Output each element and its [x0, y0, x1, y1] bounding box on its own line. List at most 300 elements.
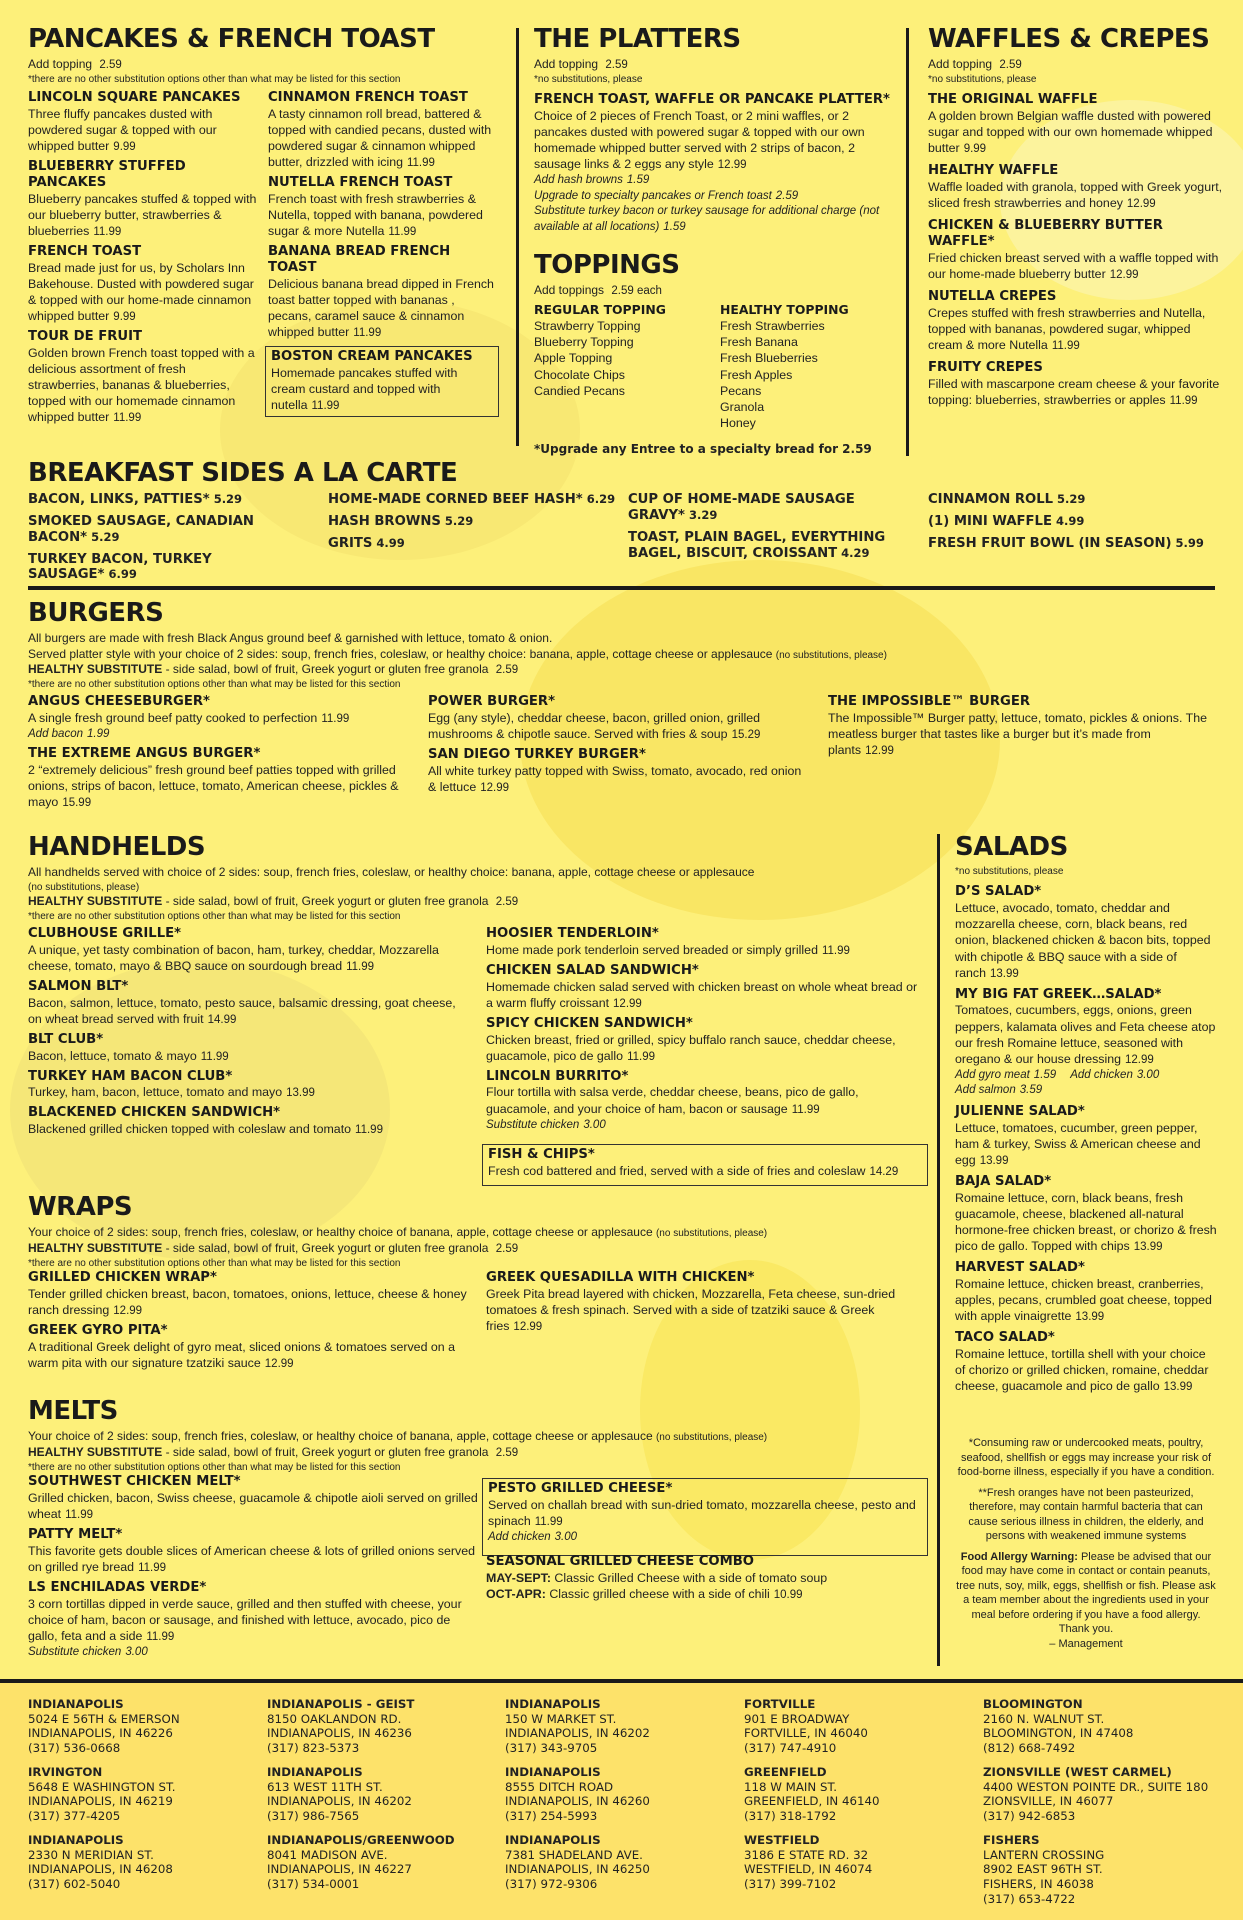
- handhelds-column: [486, 926, 926, 1133]
- menu-item: [955, 1330, 1217, 1395]
- intro-text: All burgers are made with fresh Black Angus ground beef & garnished with lettuce, tomato & onion.: [28, 631, 553, 646]
- price: 1.59: [626, 174, 650, 187]
- item-desc: Crepes stuffed with fresh strawberries and Nutella, topped with bananas, powdered sugar, whipped cream & more Nutella: [928, 305, 1206, 353]
- menu-item: [28, 926, 468, 975]
- price: 5.29: [91, 529, 120, 544]
- side-name: FRESH FRUIT BOWL (IN SEASON): [928, 535, 1172, 551]
- upgrade-text: *Upgrade any Entree to a specialty bread for 2.59: [534, 442, 872, 456]
- menu-item: [28, 1105, 468, 1138]
- price: 11.99: [821, 944, 850, 957]
- item-description: [268, 106, 500, 171]
- price: 1.99: [87, 727, 110, 740]
- section-note: *there are no other substitution options other than what may be listed for this section: [28, 679, 401, 691]
- regular-topping-title: REGULAR TOPPING: [534, 302, 666, 317]
- menu-item: [486, 1270, 906, 1335]
- side-name: TURKEY BACON, TURKEY SAUSAGE*: [28, 551, 212, 583]
- item-name: GREEK QUESADILLA WITH CHICKEN*: [486, 1270, 755, 1285]
- boston-cream-box: [265, 346, 499, 417]
- item-desc: Greek Pita bread layered with chicken, Mozzarella, Feta cheese, sun-dried tomatoes & fresh spinach. Served with a side of tzatziki sauce & Greek fries: [486, 1286, 896, 1334]
- item-desc: Blackened grilled chicken topped with coleslaw and tomato: [28, 1122, 352, 1137]
- menu-item: [28, 1474, 478, 1523]
- item-desc: This favorite gets double slices of American cheese & lots of grilled onions served on grilled rye bread: [28, 1543, 475, 1574]
- location-citystate: WESTFIELD, IN 46074: [744, 1862, 873, 1877]
- section-wraps: [28, 1194, 928, 1270]
- menu-item: [928, 360, 1228, 409]
- item-desc: Three fluffy pancakes dusted with powdered sugar & topped with our whipped butter: [28, 106, 217, 154]
- price: 12.99: [513, 1321, 543, 1334]
- section-title: BURGERS: [28, 598, 164, 628]
- item-name: SAN DIEGO TURKEY BURGER*: [428, 746, 646, 762]
- price: 2.59: [99, 59, 122, 72]
- item-name: THE EXTREME ANGUS BURGER*: [28, 746, 261, 762]
- location-street: 150 W MARKET ST.: [505, 1711, 617, 1726]
- side-item: [928, 536, 1228, 552]
- menu-item: [955, 1260, 1217, 1325]
- location-city: GREENFIELD: [744, 1764, 827, 1779]
- item-name: HARVEST SALAD*: [955, 1259, 1085, 1275]
- side-name: TOAST, PLAIN BAGEL, EVERYTHING BAGEL, BISCUIT, CROISSANT: [628, 529, 886, 561]
- location: [744, 1833, 964, 1892]
- item-name: LINCOLN SQUARE PANCAKES: [28, 90, 241, 105]
- location-citystate: INDIANAPOLIS, IN 46236: [267, 1726, 412, 1741]
- price: 11.99: [146, 1630, 175, 1643]
- item-desc: A traditional Greek delight of gyro meat, sliced onions & tomatoes served on a warm pita with our signature tzatziki sauce: [28, 1339, 456, 1370]
- location-citystate: INDIANAPOLIS, IN 46260: [505, 1794, 650, 1809]
- price: 9.99: [113, 141, 136, 154]
- healthy-text: - side salad, bowl of fruit, Greek yogurt or gluten free granola: [165, 662, 489, 677]
- item-description: [428, 763, 808, 796]
- price: 12.99: [717, 159, 747, 172]
- location: [983, 1833, 1233, 1907]
- pancakes-column-right: [268, 90, 500, 341]
- item-desc: Tomatoes, cucumbers, eggs, onions, green peppers, kalamata olives and Feta cheese atop our fresh Romaine lettuce, seasoned with oregano & our house dressing: [955, 1003, 1216, 1066]
- location-city: WESTFIELD: [744, 1832, 820, 1847]
- item-desc: A golden brown Belgian waffle dusted with powered sugar and topped with our own homemade whipped butter: [928, 109, 1213, 156]
- price: 3.29: [688, 507, 718, 522]
- item-name: SALMON BLT*: [28, 978, 129, 994]
- price: 13.99: [990, 967, 1019, 980]
- menu-item: [268, 90, 500, 171]
- item-desc: Tender grilled chicken breast, bacon, tomatoes, onions, lettuce, cheese & honey ranch dressing: [28, 1286, 467, 1317]
- item-name: THE ORIGINAL WAFFLE: [928, 92, 1098, 108]
- price: 11.99: [1169, 394, 1198, 407]
- price: 12.99: [613, 997, 642, 1010]
- healthy-topping-title: HEALTHY TOPPING: [720, 302, 849, 317]
- location-street: 8041 MADISON AVE.: [267, 1847, 388, 1862]
- section-title: MELTS: [28, 1396, 118, 1426]
- location-city: INDIANAPOLIS: [28, 1832, 124, 1847]
- add-toppings-label: Add toppings: [534, 283, 605, 298]
- item-desc: Homemade chicken salad served with chicken breast on whole wheat bread or a warm fluffy croissant: [486, 979, 918, 1010]
- side-item: [328, 536, 618, 552]
- item-desc: Flour tortilla with salsa verde, cheddar cheese, beans, pico de gallo, guacamole, and your choice of ham, bacon or sausage: [486, 1085, 859, 1116]
- item-name: FRUITY CREPES: [928, 359, 1043, 375]
- location-street: 901 E BROADWAY: [744, 1711, 850, 1726]
- combo-text: Classic grilled cheese with a side of chili: [549, 1586, 770, 1601]
- platter-extra: [534, 173, 904, 189]
- item-description: [268, 276, 500, 341]
- item-description: [28, 710, 408, 727]
- item-description: [955, 1346, 1217, 1395]
- location-phone: (317) 986-7565: [267, 1809, 360, 1824]
- menu-item: [928, 289, 1228, 354]
- item-name: CHICKEN & BLUEBERRY BUTTER WAFFLE*: [928, 218, 1163, 250]
- platter-extras: [534, 173, 904, 235]
- price: 5.29: [1057, 492, 1086, 506]
- healthy-text: - side salad, bowl of fruit, Greek yogurt or gluten free granola: [165, 1240, 489, 1255]
- price: 10.99: [773, 1588, 803, 1601]
- topping-item: Granola: [720, 399, 765, 414]
- location-street: 4400 WESTON POINTE DR., SUITE 180: [983, 1779, 1209, 1794]
- topping-item: Chocolate Chips: [534, 367, 625, 382]
- side-name: GRITS: [328, 535, 373, 551]
- item-extra: [28, 1645, 478, 1661]
- item-desc: Homemade pancakes stuffed with cream custard and topped with nutella: [271, 365, 458, 413]
- extra-label: Substitute chicken: [486, 1118, 580, 1131]
- location-phone: (317) 399-7102: [744, 1877, 837, 1892]
- location-street: 118 W MAIN ST.: [744, 1779, 838, 1794]
- section-title: HANDHELDS: [28, 832, 206, 862]
- price: 3.00: [583, 1118, 606, 1131]
- intro-small: (no substitutions, please): [28, 881, 140, 893]
- location-phone: (317) 254-5993: [505, 1809, 598, 1824]
- price: 11.99: [321, 712, 350, 725]
- item-desc: Home made pork tenderloin served breaded or simply grilled: [486, 942, 818, 957]
- location-city: ZIONSVILLE (WEST CARMEL): [983, 1764, 1172, 1779]
- location-street: 2330 N MERIDIAN ST.: [28, 1847, 154, 1862]
- section-title: PANCAKES & FRENCH TOAST: [28, 24, 435, 54]
- column-divider: [906, 28, 909, 456]
- price: 1.59: [663, 220, 686, 233]
- side-name: HASH BROWNS: [328, 513, 441, 529]
- item-name: PESTO GRILLED CHEESE*: [488, 1481, 673, 1496]
- item-name: GRILLED CHICKEN WRAP*: [28, 1270, 217, 1285]
- extra-label: Add chicken: [1070, 1068, 1133, 1081]
- side-item: [328, 514, 618, 530]
- location-city: INDIANAPOLIS: [267, 1764, 363, 1779]
- section-title: TOPPINGS: [534, 250, 680, 280]
- topping-item: Candied Pecans: [534, 383, 625, 398]
- price: 12.99: [865, 745, 894, 758]
- price: 13.99: [979, 1154, 1009, 1167]
- side-item: [928, 492, 1228, 508]
- item-name: FRENCH TOAST, WAFFLE OR PANCAKE PLATTER*: [534, 92, 890, 108]
- menu-item: [828, 694, 1208, 759]
- section-title: SALADS: [955, 832, 1068, 862]
- price: 11.99: [1051, 340, 1080, 353]
- section-toppings: [534, 252, 904, 299]
- location-phone: FISHERS, IN 46038: [983, 1877, 1094, 1892]
- item-desc: A unique, yet tasty combination of bacon, ham, turkey, cheddar, Mozzarella cheese, tomato, mayo & BBQ sauce on sourdough bread: [28, 942, 439, 973]
- menu-item: [28, 329, 258, 426]
- item-desc: Chicken breast, fried or grilled, spicy buffalo ranch sauce, cheddar cheese, guacamole, pico de gallo: [486, 1032, 896, 1063]
- item-description: [486, 979, 926, 1012]
- price: 3.00: [554, 1530, 578, 1543]
- topping-item: Fresh Strawberries: [720, 319, 825, 334]
- price: 13.99: [1133, 1241, 1163, 1254]
- section-note: *there are no other substitution options other than what may be listed for this section: [28, 1257, 401, 1269]
- price: 12.99: [264, 1357, 294, 1370]
- topping-item: Fresh Banana: [720, 335, 798, 350]
- section-salads: [955, 834, 1217, 1395]
- intro-text: All handhelds served with choice of 2 sides: soup, french fries, coleslaw, or healthy choice: banana, apple, cottage cheese or applesauce: [28, 865, 755, 880]
- price: 4.29: [841, 545, 870, 560]
- section-title: WRAPS: [28, 1192, 133, 1222]
- item-name: BLACKENED CHICKEN SANDWICH*: [28, 1105, 281, 1121]
- item-description: [828, 710, 1208, 759]
- item-desc: Grilled chicken, bacon, Swiss cheese, guacamole & chipotle aioli served on grilled wheat: [28, 1490, 478, 1521]
- item-name: BLUEBERRY STUFFED PANCAKES: [28, 159, 186, 190]
- pesto-grilled-cheese-box: [482, 1478, 928, 1556]
- item-description: [28, 1286, 478, 1319]
- item-name: NUTELLA FRENCH TOAST: [268, 175, 453, 191]
- healthy-text: - side salad, bowl of fruit, Greek yogurt or gluten free granola: [165, 1444, 489, 1459]
- item-name: FRENCH TOAST: [28, 243, 142, 259]
- extra-label: Substitute chicken: [28, 1645, 122, 1658]
- price: 12.99: [113, 1304, 143, 1317]
- location-street: 8150 OAKLANDON RD.: [267, 1711, 402, 1726]
- location-phone: (317) 318-1792: [744, 1809, 837, 1824]
- sides-column: [328, 492, 618, 558]
- item-name: CHICKEN SALAD SANDWICH*: [486, 962, 699, 978]
- sides-column: [28, 492, 318, 589]
- item-name: BANANA BREAD FRENCH TOAST: [268, 244, 451, 276]
- item-description: [928, 108, 1228, 157]
- extra-label: Add salmon: [955, 1084, 1016, 1097]
- item-desc: Turkey, ham, bacon, lettuce, tomato and mayo: [28, 1085, 283, 1100]
- topping-item: Strawberry Topping: [534, 319, 641, 334]
- menu-item: [955, 987, 1217, 1099]
- section-note: *no substitutions, please: [955, 866, 1064, 878]
- location-citystate: GREENFIELD, IN 46140: [744, 1794, 880, 1809]
- location-citystate: 8902 EAST 96TH ST.: [983, 1862, 1103, 1877]
- location: [505, 1697, 725, 1756]
- price: 9.99: [113, 311, 136, 324]
- price: 13.99: [286, 1087, 315, 1100]
- price: 11.99: [346, 960, 375, 973]
- item-name: BLT CLUB*: [28, 1031, 104, 1047]
- price: 11.99: [406, 157, 435, 170]
- location-city: FORTVILLE: [744, 1697, 816, 1711]
- section-title: THE PLATTERS: [534, 24, 741, 54]
- section-note: *no substitutions, please: [534, 74, 643, 86]
- item-extra: [486, 1118, 926, 1134]
- side-name: CUP OF HOME-MADE SAUSAGE GRAVY*: [628, 492, 855, 523]
- menu-item: [28, 979, 468, 1028]
- location-phone: (317) 972-9306: [505, 1877, 598, 1892]
- location-street: LANTERN CROSSING: [983, 1847, 1105, 1862]
- burgers-column: [828, 694, 1208, 759]
- item-desc: Filled with mascarpone cream cheese & your favorite topping: blueberries, strawberries or apples: [928, 376, 1220, 407]
- price: 2.59: [495, 1446, 519, 1459]
- item-description: [28, 260, 258, 325]
- price: 1.59: [1033, 1068, 1057, 1081]
- menu-item: [928, 218, 1228, 283]
- price: 3.00: [125, 1645, 148, 1658]
- platter-extra: [534, 204, 904, 235]
- location: [28, 1833, 248, 1892]
- price: 11.99: [353, 327, 382, 340]
- item-extra: [955, 1083, 1217, 1099]
- item-desc: 2 “extremely delicious” fresh ground beef patties topped with grilled onions, strips of bacon, lettuce, tomato, American cheese, pickles & mayo: [28, 763, 399, 810]
- sides-column: [628, 492, 918, 567]
- item-name: SPICY CHICKEN SANDWICH*: [486, 1015, 693, 1031]
- item-description: [486, 1032, 926, 1065]
- price: 14.29: [869, 1165, 899, 1178]
- price: 11.99: [93, 225, 122, 238]
- menu-item: [268, 244, 500, 341]
- section-platters: [534, 26, 904, 235]
- price: 14.99: [207, 1013, 237, 1026]
- item-description: [955, 1276, 1217, 1325]
- sides-column: [928, 492, 1228, 558]
- menu-item: [486, 1069, 926, 1133]
- item-desc: Fried chicken breast served with a waffle topped with our home-made blueberry butter: [928, 250, 1219, 281]
- healthy-text: - side salad, bowl of fruit, Greek yogurt or gluten free granola: [165, 893, 489, 908]
- menu-item: [28, 90, 258, 155]
- item-name: TURKEY HAM BACON CLUB*: [28, 1068, 233, 1084]
- item-description: [28, 1543, 478, 1576]
- location-citystate: INDIANAPOLIS, IN 46208: [28, 1862, 173, 1877]
- price: 12.99: [1125, 1053, 1154, 1066]
- location-phone: (317) 747-4910: [744, 1741, 837, 1756]
- location-street: 2160 N. WALNUT ST.: [983, 1711, 1105, 1726]
- section-note: *there are no other substitution options other than what may be listed for this section: [28, 1461, 401, 1473]
- side-item: [28, 492, 318, 508]
- menu-item: [428, 694, 808, 743]
- location-street: 3186 E STATE RD. 32: [744, 1847, 869, 1862]
- topping-item: Blueberry Topping: [534, 335, 634, 350]
- menu-item: [928, 163, 1228, 212]
- item-name: LINCOLN BURRITO*: [486, 1068, 629, 1084]
- price: 11.99: [113, 412, 142, 425]
- location-city: IRVINGTON: [28, 1764, 103, 1779]
- section-waffles: [928, 26, 1228, 409]
- item-name: BOSTON CREAM PANCAKES: [271, 349, 473, 364]
- regular-toppings: [534, 302, 714, 399]
- burgers-column: [28, 694, 408, 811]
- item-name: LS ENCHILADAS VERDE*: [28, 1579, 207, 1595]
- locations-footer: [0, 1683, 1243, 1920]
- item-description: [928, 250, 1228, 283]
- location-citystate: INDIANAPOLIS, IN 46227: [267, 1862, 412, 1877]
- location: [267, 1697, 487, 1756]
- raw-food-disclaimer: *Consuming raw or undercooked meats, poultry, seafood, shellfish or eggs may increase your risk of food-borne illness, especially if you have a condition.: [957, 1437, 1215, 1479]
- location-city: BLOOMINGTON: [983, 1697, 1083, 1711]
- location-street: 5024 E 56TH & EMERSON: [28, 1711, 180, 1726]
- price: 11.99: [65, 1508, 94, 1521]
- location: [505, 1833, 725, 1892]
- item-desc: Bacon, salmon, lettuce, tomato, pesto sauce, balsamic dressing, goat cheese, on wheat bread served with fruit: [28, 995, 456, 1026]
- section-pancakes: [28, 26, 498, 86]
- column-divider: [937, 834, 940, 1666]
- price: 2.59: [775, 189, 799, 202]
- item-description: [28, 1596, 478, 1645]
- location-phone: (317) 343-9705: [505, 1741, 598, 1756]
- item-desc: Egg (any style), cheddar cheese, bacon, grilled onion, grilled mushrooms & chipotle sauce. Served with fries & soup: [428, 710, 760, 741]
- intro-small: (no substitutions, please): [775, 649, 887, 661]
- section-burgers: [28, 600, 1218, 691]
- location-phone: (812) 668-7492: [983, 1741, 1076, 1756]
- menu-item: [28, 1580, 478, 1661]
- price: 15.99: [62, 797, 92, 810]
- intro-text: Served platter style with your choice of 2 sides: soup, french fries, coleslaw, or healthy choice: banana, apple, cottage cheese or applesauce: [28, 646, 773, 661]
- item-name: SOUTHWEST CHICKEN MELT*: [28, 1474, 241, 1489]
- location-city: INDIANAPOLIS - GEIST: [267, 1697, 415, 1711]
- menu-item: [28, 159, 258, 240]
- item-desc: 3 corn tortillas dipped in verde sauce, grilled and then stuffed with cheese, your choice of ham, bacon or sausage, and finished with lettuce, avocado, pico de gallo, feta and a side: [28, 1596, 462, 1643]
- price: 12.99: [480, 781, 509, 794]
- healthy-label: HEALTHY SUBSTITUTE: [28, 893, 163, 908]
- menu-item: [955, 884, 1217, 981]
- locations-column: [744, 1697, 964, 1901]
- side-item: [28, 552, 318, 584]
- location: [28, 1697, 248, 1756]
- item-desc: A single fresh ground beef patty cooked to perfection: [28, 710, 318, 725]
- location-citystate: ZIONSVILLE, IN 46077: [983, 1794, 1114, 1809]
- extra-label: Substitute turkey bacon or turkey sausage for additional charge (not available at all locations): [534, 205, 880, 233]
- price: 12.99: [1109, 268, 1139, 281]
- location: [744, 1697, 964, 1756]
- price: 3.00: [1136, 1068, 1160, 1081]
- item-desc: Fresh cod battered and fried, served with a side of fries and coleslaw: [488, 1163, 866, 1178]
- extra-label: Upgrade to specialty pancakes or French toast: [534, 189, 772, 202]
- item-name: TOUR DE FRUIT: [28, 329, 142, 345]
- item-desc: The Impossible™ Burger patty, lettuce, tomato, pickles & onions. The meatless burger that tastes like a burger but it’s made from plants: [828, 710, 1208, 758]
- price: 3.59: [1019, 1084, 1043, 1097]
- item-name: MY BIG FAT GREEK…SALAD*: [955, 986, 1162, 1002]
- item-description: [955, 1120, 1217, 1169]
- location: [983, 1697, 1233, 1756]
- side-item: [28, 514, 318, 546]
- item-extra: [955, 1068, 1217, 1084]
- location-street: 5648 E WASHINGTON ST.: [28, 1779, 176, 1794]
- item-name: GREEK GYRO PITA*: [28, 1322, 168, 1338]
- menu-item: [486, 1016, 926, 1065]
- item-description: [28, 191, 258, 240]
- section-note: *no substitutions, please: [928, 74, 1037, 86]
- price: 11.99: [355, 1124, 383, 1137]
- price: 11.99: [534, 1515, 563, 1528]
- platter-extra: [534, 189, 904, 205]
- item-description: [28, 942, 468, 975]
- disclaimers: [955, 1436, 1217, 1651]
- item-name: POWER BURGER*: [428, 694, 555, 709]
- menu-item: [928, 92, 1228, 157]
- price: 11.99: [200, 1050, 229, 1063]
- price: 2.59: [495, 1242, 519, 1255]
- item-description: [955, 1190, 1217, 1255]
- menu-item: [28, 1527, 478, 1576]
- side-name: HOME-MADE CORNED BEEF HASH*: [328, 492, 583, 507]
- location: [28, 1765, 248, 1824]
- section-note: *there are no other substitution options other than what may be listed for this section: [28, 910, 401, 922]
- price: 5.99: [1175, 535, 1204, 550]
- price: 6.99: [108, 567, 137, 582]
- price: 6.29: [586, 492, 616, 506]
- item-name: BAJA SALAD*: [955, 1173, 1052, 1189]
- location: [744, 1765, 964, 1824]
- location-phone: (317) 534-0001: [267, 1877, 360, 1892]
- item-description: [268, 191, 500, 240]
- item-name: FISH & CHIPS*: [488, 1147, 595, 1162]
- menu-item: [28, 694, 408, 742]
- item-description: [928, 179, 1228, 212]
- add-topping-label: Add topping: [28, 57, 93, 72]
- item-description: [28, 1084, 468, 1101]
- item-name: TACO SALAD*: [955, 1329, 1055, 1345]
- item-description: [486, 1286, 906, 1335]
